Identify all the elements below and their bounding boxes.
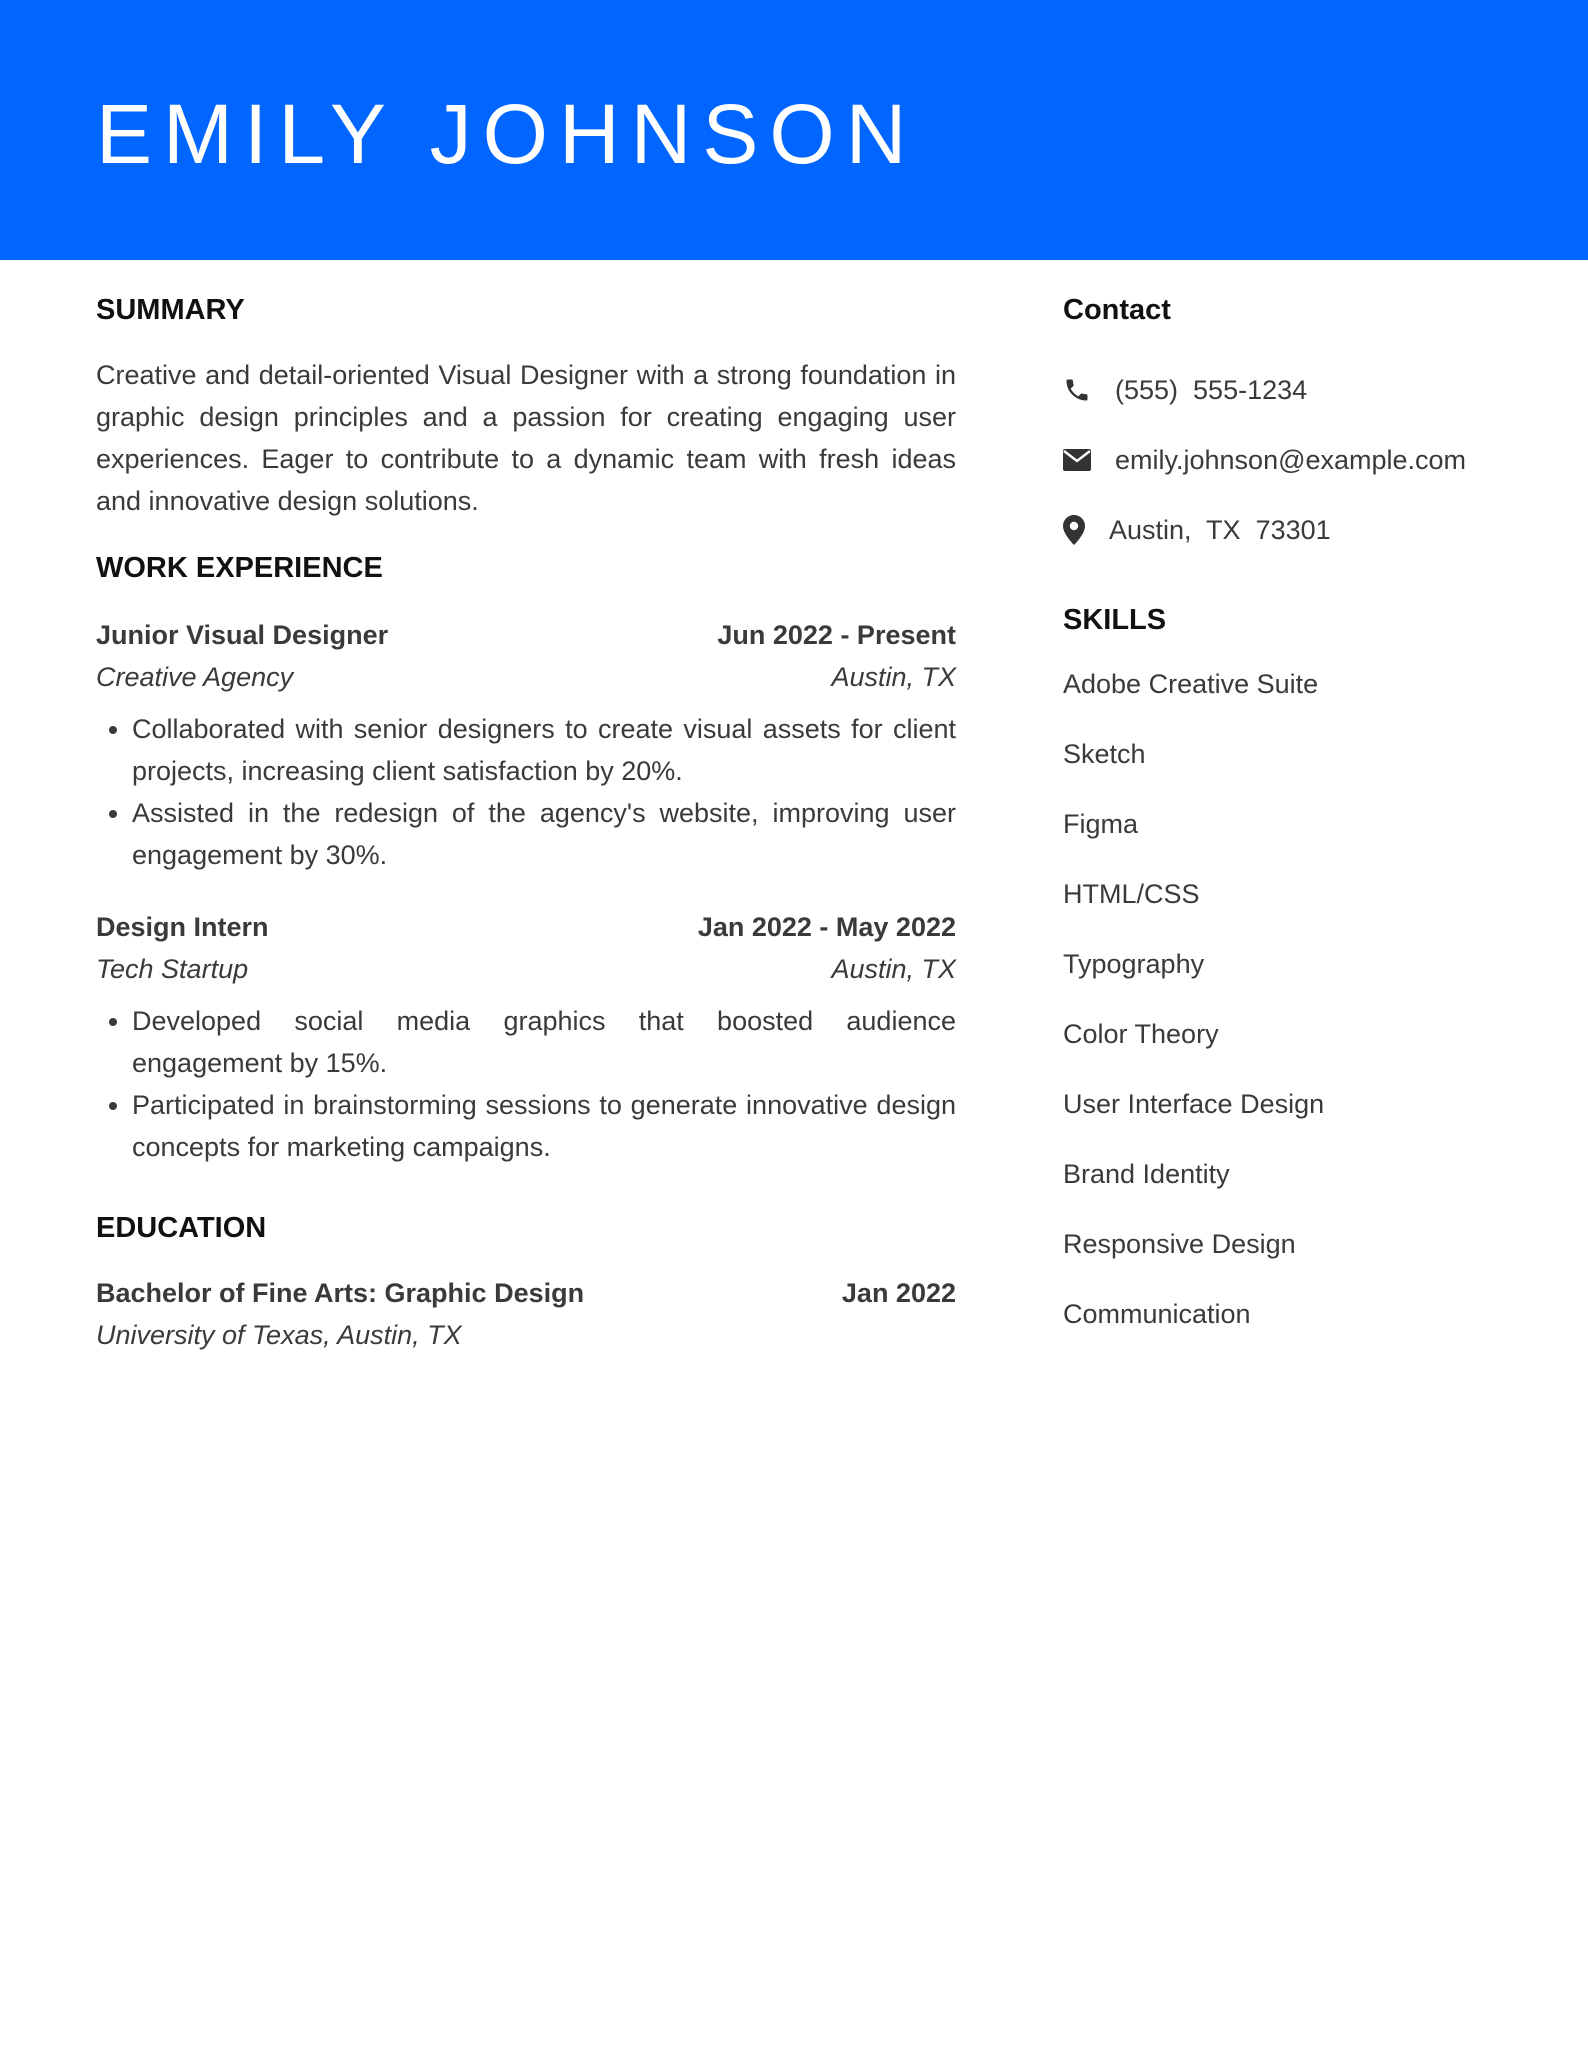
skill-item: Figma <box>1063 809 1139 839</box>
education-heading: EDUCATION <box>96 1212 267 1244</box>
job-bullet: • Assisted in the redesign of the agency's website, improving user engagement by 30%. <box>132 792 956 876</box>
job-title: Junior Visual Designer <box>96 620 389 650</box>
skill-item: Adobe Creative Suite <box>1063 669 1319 699</box>
job-dates: Jan 2022 - May 2022 <box>697 912 956 942</box>
job-header-row <box>96 906 956 948</box>
education-date: Jan 2022 <box>841 1278 956 1308</box>
envelope-icon <box>1063 445 1093 475</box>
skill-item: Communication <box>1063 1299 1251 1329</box>
summary-heading: SUMMARY <box>96 294 245 326</box>
job-bullets <box>96 708 956 876</box>
work-experience-section <box>96 548 956 1168</box>
job-bullet: • Participated in brainstorming sessions to generate innovative design concepts for marketing campaigns. <box>132 1084 956 1168</box>
job-title: Design Intern <box>96 912 269 942</box>
contact-email-text: emily.johnson@example.com <box>1115 444 1467 475</box>
education-degree: Bachelor of Fine Arts: Graphic Design <box>96 1278 585 1308</box>
education-school: University of Texas, Austin, TX <box>96 1320 462 1350</box>
job-bullet: • Developed social media graphics that boosted audience engagement by 15%. <box>132 1000 956 1084</box>
contact-address-text: Austin, TX 73301 <box>1109 514 1331 545</box>
side-column <box>1063 290 1523 1364</box>
summary-section <box>96 290 956 522</box>
contact-phone-text: (555) 555-1234 <box>1115 374 1308 405</box>
work-experience-heading: WORK EXPERIENCE <box>96 552 383 584</box>
skills-heading: SKILLS <box>1063 604 1167 636</box>
skill-item: Responsive Design <box>1063 1229 1296 1259</box>
skill-item: Typography <box>1063 949 1205 979</box>
contact-heading: Contact <box>1063 294 1171 326</box>
contact-email <box>1063 440 1523 480</box>
job-company-row <box>96 948 956 990</box>
main-column <box>96 290 956 1356</box>
skill-item: User Interface Design <box>1063 1089 1325 1119</box>
education-header-row <box>96 1272 956 1314</box>
job-entry <box>96 614 956 876</box>
summary-text: Creative and detail-oriented Visual Designer with a strong foundation in graphic design principles and a passion for creating engaging user experiences. Eager to contribute to a dynamic team with fresh ideas and innovative design solutions. <box>96 360 956 516</box>
skill-item: Brand Identity <box>1063 1159 1230 1189</box>
job-dates: Jun 2022 - Present <box>717 620 956 650</box>
job-company-row <box>96 656 956 698</box>
education-entry <box>96 1272 956 1356</box>
skill-item: Sketch <box>1063 739 1146 769</box>
education-school-row <box>96 1314 956 1356</box>
candidate-name: EMILY JOHNSON <box>96 87 918 181</box>
job-location: Austin, TX <box>831 954 956 984</box>
job-bullets <box>96 1000 956 1168</box>
header-banner <box>0 0 1588 260</box>
skills-list <box>1063 664 1523 1334</box>
contact-list <box>1063 370 1523 550</box>
skill-item: Color Theory <box>1063 1019 1219 1049</box>
job-company: Tech Startup <box>96 954 249 984</box>
job-location: Austin, TX <box>831 662 956 692</box>
skills-section <box>1063 600 1523 1334</box>
contact-address <box>1063 510 1523 550</box>
job-entry <box>96 906 956 1168</box>
skill-item: HTML/CSS <box>1063 879 1200 909</box>
job-bullet: • Collaborated with senior designers to create visual assets for client projects, increasing client satisfaction by 20%. <box>132 708 956 792</box>
contact-section <box>1063 290 1523 550</box>
job-header-row <box>96 614 956 656</box>
job-company: Creative Agency <box>96 662 294 692</box>
map-pin-icon <box>1063 515 1087 545</box>
education-section <box>96 1208 956 1356</box>
contact-phone <box>1063 370 1523 410</box>
phone-icon <box>1063 375 1093 405</box>
